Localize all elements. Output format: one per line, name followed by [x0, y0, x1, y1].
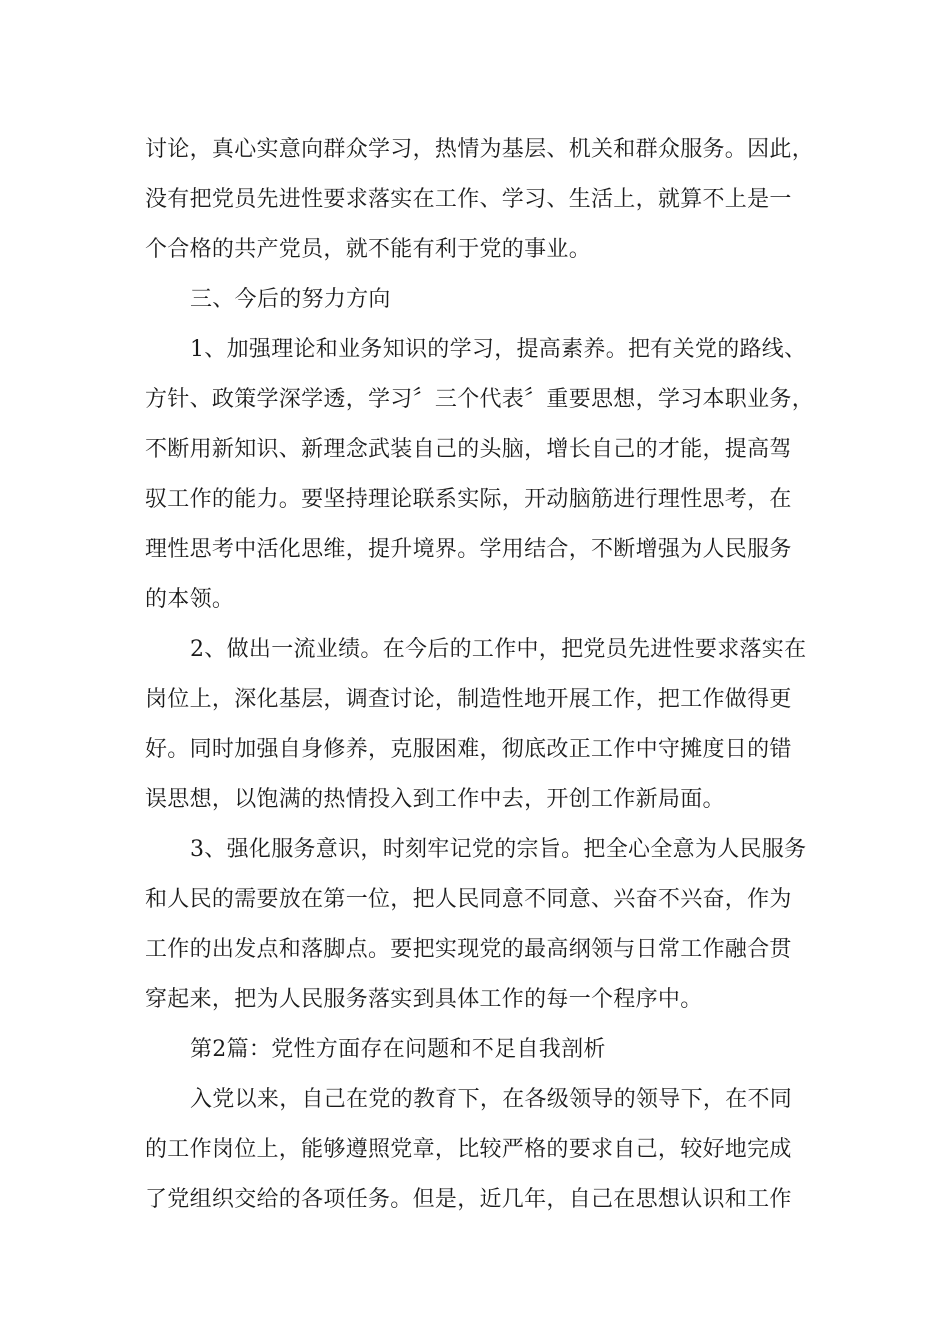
text-line: 讨论，真心实意向群众学习，热情为基层、机关和群众服务。因此，: [145, 137, 815, 162]
text-line: 穿起来，把为人民服务落实到具体工作的每一个程序中。: [145, 987, 703, 1012]
text-line: 工作的出发点和落脚点。要把实现党的最高纲领与日常工作融合贯: [145, 937, 792, 962]
text-line: 的本领。: [145, 587, 235, 612]
text-line: 好。同时加强自身修养，克服困难，彻底改正工作中守摊度日的错: [145, 737, 792, 762]
text-line: 没有把党员先进性要求落实在工作、学习、生活上，就算不上是一: [145, 187, 792, 212]
text-line: 了党组织交给的各项任务。但是，近几年，自己在思想认识和工作: [145, 1187, 792, 1212]
text-line: 岗位上，深化基层，调查讨论，制造性地开展工作，把工作做得更: [145, 687, 792, 712]
text-line: 误思想，以饱满的热情投入到工作中去，开创工作新局面。: [145, 787, 725, 812]
text-line: 驭工作的能力。要坚持理论联系实际，开动脑筋进行理性思考，在: [145, 487, 792, 512]
text-line: 理性思考中活化思维，提升境界。学用结合，不断增强为人民服务: [145, 537, 792, 562]
section-heading: 三、今后的努力方向: [190, 287, 391, 312]
article-heading: 第2篇：党性方面存在问题和不足自我剖析: [190, 1037, 606, 1062]
text-line: 2、做出一流业绩。在今后的工作中，把党员先进性要求落实在: [190, 637, 807, 662]
text-line: 方针、政策学深学透，学习〞三个代表〞重要思想，学习本职业务，: [145, 387, 815, 412]
text-line: 1、加强理论和业务知识的学习，提高素养。把有关党的路线、: [190, 337, 807, 362]
text-line: 入党以来，自己在党的教育下，在各级领导的领导下，在不同: [190, 1087, 793, 1112]
text-line: 和人民的需要放在第一位，把人民同意不同意、兴奋不兴奋，作为: [145, 887, 792, 912]
text-line: 个合格的共产党员，就不能有利于党的事业。: [145, 237, 592, 262]
text-line: 的工作岗位上，能够遵照党章，比较严格的要求自己，较好地完成: [145, 1137, 792, 1162]
text-line: 不断用新知识、新理念武装自己的头脑，增长自己的才能，提高驾: [145, 437, 792, 462]
text-line: 3、强化服务意识，时刻牢记党的宗旨。把全心全意为人民服务: [190, 837, 807, 862]
